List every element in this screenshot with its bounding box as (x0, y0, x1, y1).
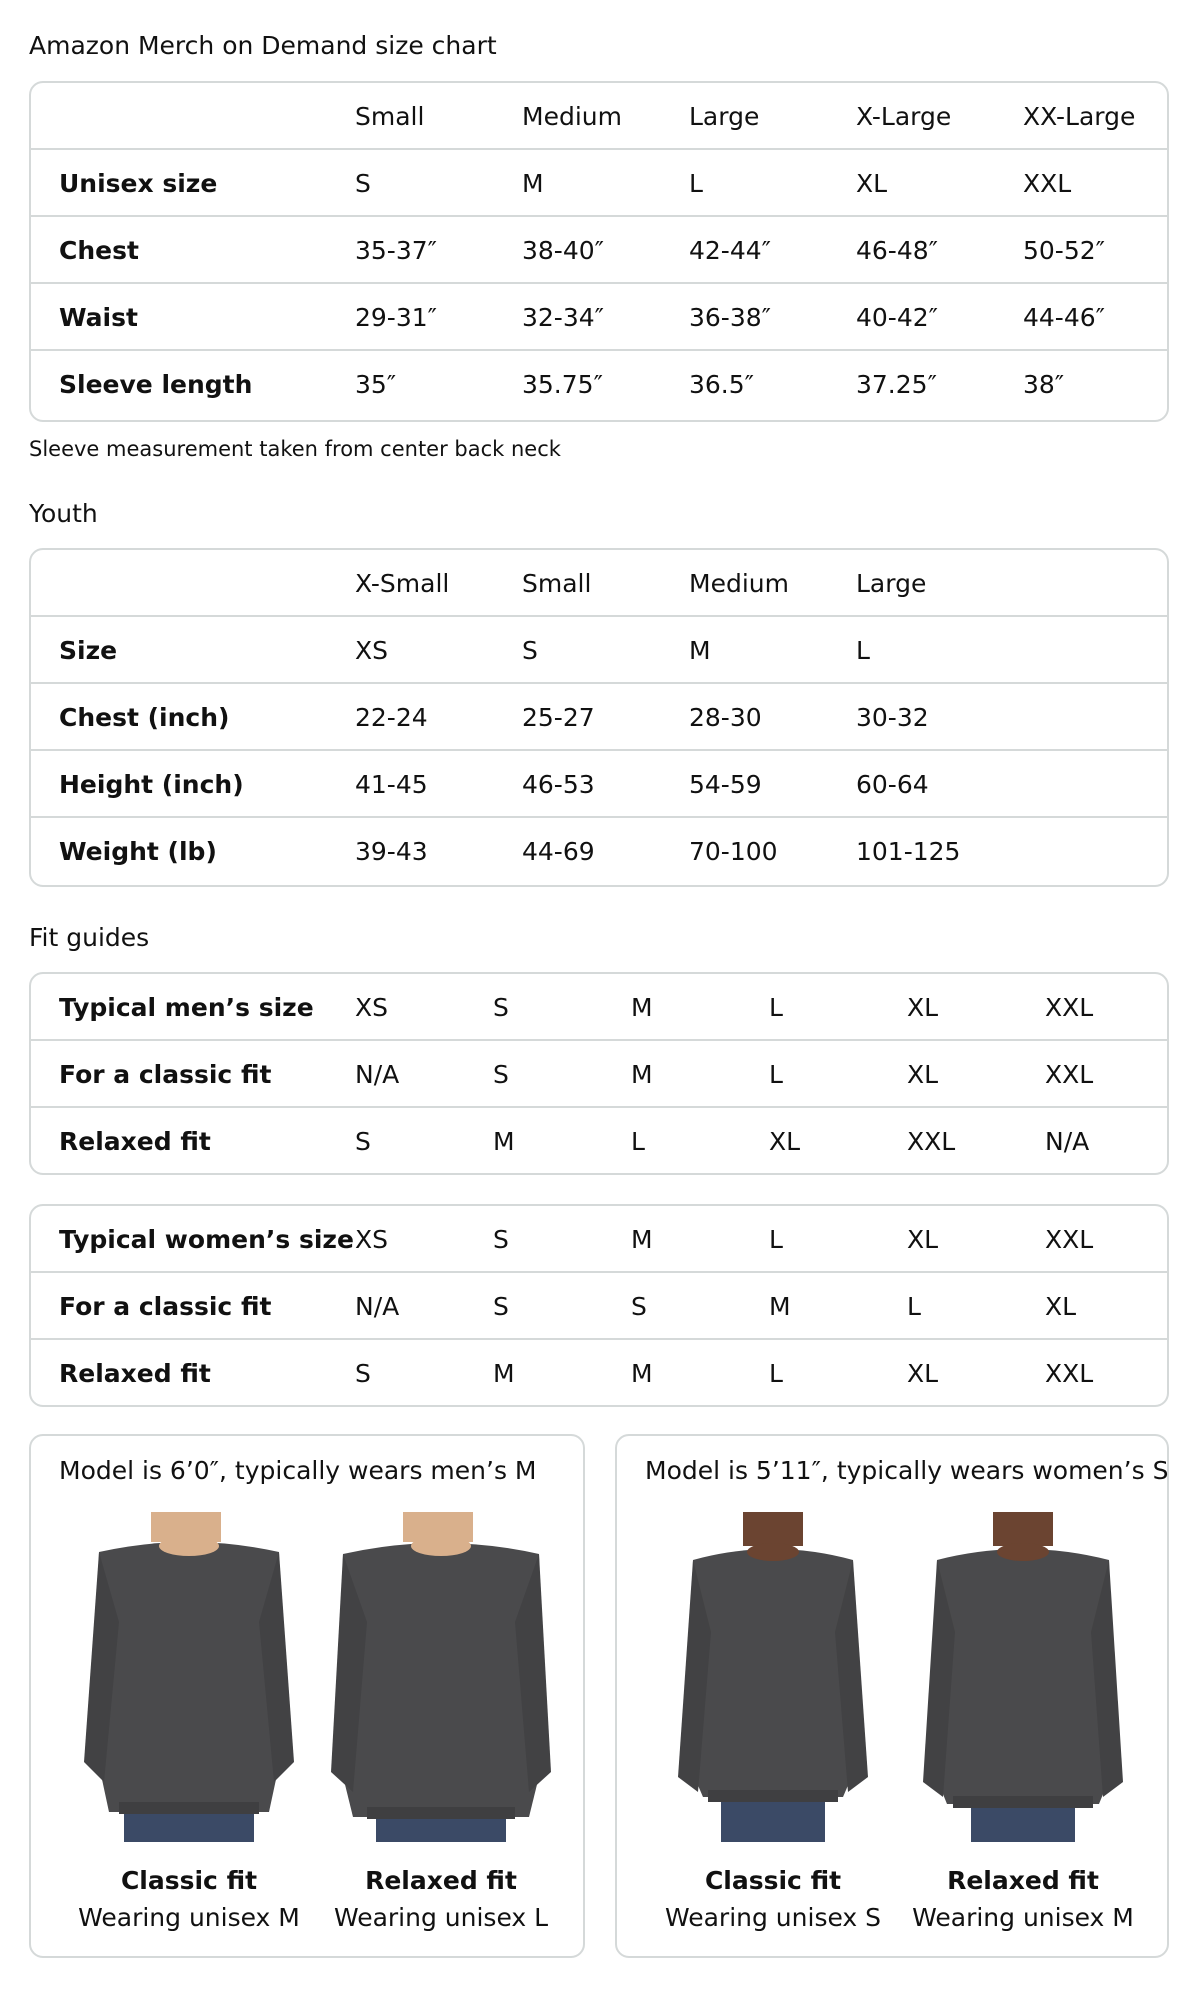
table-row (31, 284, 1167, 351)
table-cell: 36-38″ (689, 303, 771, 332)
table-cell: S (631, 1292, 647, 1321)
table-cell: L (769, 993, 783, 1022)
table-cell: 42-44″ (689, 236, 771, 265)
table-cell: N/A (355, 1060, 400, 1089)
table-cell: N/A (1045, 1127, 1090, 1156)
table-cell: 37.25″ (856, 370, 937, 399)
table-cell: XL (769, 1127, 801, 1156)
table-cell: L (769, 1060, 783, 1089)
table-cell: L (769, 1359, 783, 1388)
table-row (31, 617, 1167, 684)
table-cell: XXL (1045, 1060, 1094, 1089)
table-cell: M (689, 636, 711, 665)
table-row (31, 974, 1167, 1041)
womens-relaxed-fit-photo (913, 1512, 1133, 1842)
table-cell: 28-30 (689, 703, 762, 732)
column-header: XX-Large (1023, 102, 1136, 131)
table-cell: L (631, 1127, 645, 1156)
table-cell: 32-34″ (522, 303, 604, 332)
table-cell: 35-37″ (355, 236, 437, 265)
womens-fit-guide-table (29, 1204, 1169, 1407)
table-header-row (31, 83, 1167, 150)
table-cell: 22-24 (355, 703, 428, 732)
mens-relaxed-fit-photo (331, 1512, 551, 1842)
row-label: Size (59, 636, 118, 665)
table-cell: 30-32 (856, 703, 929, 732)
unisex-chart-title: Amazon Merch on Demand size chart (29, 31, 497, 60)
sleeve-measurement-note: Sleeve measurement taken from center back neck (29, 437, 561, 461)
column-header: X-Small (355, 569, 450, 598)
column-header: X-Large (856, 102, 952, 131)
column-header: Small (522, 569, 592, 598)
table-cell: M (631, 1060, 653, 1089)
table-cell: XXL (1045, 993, 1094, 1022)
table-row (31, 751, 1167, 818)
table-cell: 46-53 (522, 770, 595, 799)
table-cell: S (493, 993, 509, 1022)
table-cell: M (493, 1359, 515, 1388)
table-cell: M (522, 169, 544, 198)
womens-model-caption: Model is 5’11″, typically wears women’s S (645, 1456, 1169, 1485)
table-cell: XL (907, 993, 939, 1022)
row-label: Height (inch) (59, 770, 244, 799)
table-cell: M (631, 1225, 653, 1254)
table-cell: L (689, 169, 703, 198)
table-row (31, 1206, 1167, 1273)
mens-model-card (29, 1434, 585, 1958)
table-cell: 38-40″ (522, 236, 604, 265)
column-header: Large (856, 569, 927, 598)
table-row (31, 1108, 1167, 1175)
row-label: Chest (59, 236, 139, 265)
table-cell: 39-43 (355, 837, 428, 866)
mens-fit-guide-table (29, 972, 1169, 1175)
womens-classic-fit-photo (663, 1512, 883, 1842)
table-cell: 35.75″ (522, 370, 603, 399)
table-cell: XL (1045, 1292, 1077, 1321)
mens-classic-fit-wearing: Wearing unisex M (78, 1903, 300, 1932)
table-cell: S (355, 1359, 371, 1388)
row-label: Typical women’s size (59, 1225, 354, 1254)
row-label: For a classic fit (59, 1060, 272, 1089)
table-cell: 29-31″ (355, 303, 437, 332)
fit-guides-title: Fit guides (29, 923, 150, 952)
mens-relaxed-fit-label: Relaxed fit (365, 1866, 517, 1895)
table-cell: L (769, 1225, 783, 1254)
unisex-size-table (29, 81, 1169, 422)
table-cell: XL (907, 1060, 939, 1089)
table-cell: 50-52″ (1023, 236, 1105, 265)
table-cell: XXL (907, 1127, 956, 1156)
womens-classic-fit-label: Classic fit (704, 1866, 842, 1895)
table-cell: XL (907, 1359, 939, 1388)
table-cell: 41-45 (355, 770, 428, 799)
table-cell: S (355, 169, 371, 198)
table-cell: XL (907, 1225, 939, 1254)
table-row (31, 684, 1167, 751)
table-cell: L (856, 636, 870, 665)
table-cell: M (769, 1292, 791, 1321)
row-label: Typical men’s size (59, 993, 314, 1022)
table-cell: M (631, 993, 653, 1022)
table-row (31, 1041, 1167, 1108)
table-header-row (31, 550, 1167, 617)
table-cell: 70-100 (689, 837, 778, 866)
table-cell: 36.5″ (689, 370, 755, 399)
womens-relaxed-fit-label: Relaxed fit (947, 1866, 1099, 1895)
row-label: Relaxed fit (59, 1127, 211, 1156)
table-cell: XL (856, 169, 888, 198)
table-cell: 60-64 (856, 770, 929, 799)
table-cell: S (522, 636, 538, 665)
row-label: Chest (inch) (59, 703, 230, 732)
table-cell: 54-59 (689, 770, 762, 799)
table-cell: S (493, 1225, 509, 1254)
table-cell: XS (355, 1225, 388, 1254)
table-cell: S (493, 1060, 509, 1089)
column-header: Medium (689, 569, 789, 598)
table-cell: 44-46″ (1023, 303, 1105, 332)
table-cell: XXL (1045, 1359, 1094, 1388)
column-header: Medium (522, 102, 622, 131)
table-cell: XS (355, 993, 388, 1022)
row-label: Sleeve length (59, 370, 253, 399)
table-cell: XS (355, 636, 388, 665)
table-row (31, 1340, 1167, 1407)
table-cell: XXL (1045, 1225, 1094, 1254)
table-cell: XXL (1023, 169, 1072, 198)
table-row (31, 351, 1167, 418)
table-row (31, 1273, 1167, 1340)
youth-size-table (29, 548, 1169, 887)
table-cell: M (493, 1127, 515, 1156)
womens-model-card (615, 1434, 1169, 1958)
table-row (31, 217, 1167, 284)
table-cell: L (907, 1292, 921, 1321)
row-label: Weight (lb) (59, 837, 217, 866)
table-cell: 40-42″ (856, 303, 938, 332)
table-cell: M (631, 1359, 653, 1388)
table-cell: 101-125 (856, 837, 961, 866)
column-header: Small (355, 102, 425, 131)
youth-chart-title: Youth (29, 499, 98, 528)
table-cell: 46-48″ (856, 236, 938, 265)
womens-classic-fit-wearing: Wearing unisex S (664, 1903, 882, 1932)
mens-classic-fit-label: Classic fit (120, 1866, 258, 1895)
row-label: Relaxed fit (59, 1359, 211, 1388)
table-cell: 44-69 (522, 837, 595, 866)
row-label: Waist (59, 303, 138, 332)
table-row (31, 818, 1167, 885)
womens-relaxed-fit-wearing: Wearing unisex M (912, 1903, 1134, 1932)
mens-model-caption: Model is 6’0″, typically wears men’s M (59, 1456, 537, 1485)
table-row (31, 150, 1167, 217)
mens-classic-fit-photo (79, 1512, 299, 1842)
table-cell: 35″ (355, 370, 397, 399)
row-label: For a classic fit (59, 1292, 272, 1321)
mens-relaxed-fit-wearing: Wearing unisex L (333, 1903, 549, 1932)
table-cell: S (355, 1127, 371, 1156)
column-header: Large (689, 102, 760, 131)
table-cell: S (493, 1292, 509, 1321)
table-cell: 25-27 (522, 703, 595, 732)
table-cell: N/A (355, 1292, 400, 1321)
row-label: Unisex size (59, 169, 218, 198)
table-cell: 38″ (1023, 370, 1065, 399)
